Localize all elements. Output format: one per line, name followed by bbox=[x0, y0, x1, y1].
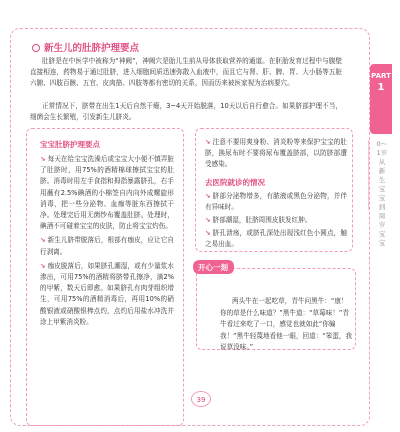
arrow-icon: ↘ bbox=[205, 229, 211, 238]
list-item: ↘ 新生儿脐带脱落后，根部有痂皮，应让它自行剥离。 bbox=[40, 236, 174, 256]
right-box-heading: 去医院就诊的情况 bbox=[205, 177, 265, 187]
arrow-icon: ↘ bbox=[205, 191, 211, 200]
intro-paragraph-2: 正常情况下，脐带在出生1天后自然干瘪，3~4天开始脱落，10天以后自行愈合。如果脐部护理不当，细菌会生长繁殖，引发新生儿脐炎。 bbox=[30, 102, 342, 121]
part-label: PART bbox=[371, 72, 391, 80]
badge-label: 开心一刻 bbox=[198, 263, 228, 272]
section-title: 新生儿的肚脐护理要点 bbox=[32, 40, 139, 54]
story-text: 两头牛在一起吃草，青牛问黑牛：“康！你的草是什么味道？”黑牛道：“草莓味！”青牛看过来吃了一口，感觉也就如此“你骗我！”黑牛轻蔑地看他一眼，回道：“笨蛋，我说草没味。” bbox=[220, 297, 353, 351]
list-item: ↘ 每天在给宝宝洗澡后或宝宝大小便不慎弄脏了肚脐时，用75%的酒精棉球擦拭宝宝的肚脐。消毒时用左手食指和拇指暴露脐孔，右手用蘸有2.5%碘酒的小棉签自内向外成螺旋形消毒，把一些分泌物、血痂等脏东西擦拭干净。处理完后用无菌纱布覆盖肚脐。处理时，碘酒不可碰着宝宝的皮肤，防止将宝宝灼伤。 bbox=[40, 155, 174, 231]
left-box-heading: 宝宝肚脐护理要点 bbox=[40, 140, 100, 149]
arrow-icon: ↘ bbox=[40, 261, 46, 270]
arrow-icon: ↘ bbox=[40, 236, 46, 245]
side-divider bbox=[368, 140, 369, 210]
list-item: ↘ 注意不要用爽身粉、消炎粉等来保护宝宝的肚脐，换尿布时不要将尿布覆盖脐部，以防脐部遭受感染。 bbox=[205, 138, 347, 169]
arrow-icon: ↘ bbox=[205, 138, 211, 146]
list-item: ↘ 脐孔溃疡，或脐孔深处出现浅红色小圆点，触之易出血。 bbox=[205, 229, 347, 249]
left-box-content bbox=[40, 139, 174, 328]
intro-paragraph-1: 肚脐是在中医学中被称为“神阙”，神阙穴是胎儿生前从母体获取营养的通道。在胚胎发育过程中与腹壁直接相连，药物易于通过肚脐，进入细胞间质迅速弥散入血液中，而且它与肾、肝、脾、胃、大小肠等五脏六腑、四肢百骸、五官、皮肉筋、四肢等都有密切的关系，因而历来被医家视为治病要穴。 bbox=[30, 57, 342, 87]
happy-moment-badge bbox=[190, 258, 236, 276]
part-number: 1 bbox=[377, 82, 385, 93]
list-item: ↘ 脐部潮湿，肚脐周围皮肤发红肿。 bbox=[205, 216, 312, 225]
part-tab bbox=[370, 64, 392, 134]
page-number: 39 bbox=[191, 391, 211, 407]
side-chapter-text: 0～1岁 从新生宝宝到周岁宝宝 bbox=[376, 140, 388, 247]
arrow-icon: ↘ bbox=[40, 155, 46, 163]
arrow-icon: ↘ bbox=[205, 216, 211, 225]
right-box-content bbox=[205, 137, 347, 251]
section-bullet-icon bbox=[32, 44, 40, 52]
list-item: ↘ 痂皮脱落后，如果脐孔潮湿，或有少量浆水渗出，可用75%的酒精将脐带孔擦净，滴2%的甲紫，数天后即愈。如果脐孔有肉芽组织增生，可用75%的酒精消毒后，再用10%的硝酸银液或硝酸银棒点灼，点灼后用盐水冲洗并涂上甲紫消炎粉。 bbox=[40, 261, 174, 326]
list-item: ↘ 脐部分泌物增多，有脓液或黑色分泌物，并伴有异味时。 bbox=[205, 191, 347, 211]
